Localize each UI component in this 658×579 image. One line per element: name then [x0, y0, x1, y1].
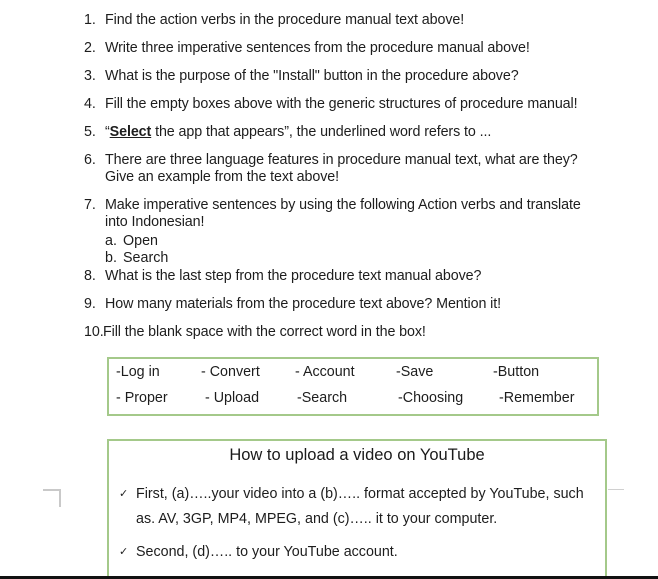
question-text: What is the last step from the procedure text manual above?: [105, 268, 482, 284]
question-number: 3.: [84, 68, 96, 84]
word-option: - Upload: [205, 390, 260, 406]
question-text: What is the purpose of the "Install" button in the procedure above?: [105, 68, 519, 84]
question-text: Find the action verbs in the procedure manual text above!: [105, 12, 465, 28]
word-option: -Button: [493, 364, 540, 380]
question-number: 8.: [84, 268, 96, 284]
word-bank-box: [107, 357, 599, 416]
question-line: There are three language features in procedure manual text, what are they?: [105, 152, 578, 168]
page-corner-mark: [43, 489, 61, 507]
bullet-text: [136, 482, 584, 532]
question-text: Write three imperative sentences from the procedure manual above!: [105, 40, 530, 56]
question-number: 6.: [84, 152, 96, 168]
sub-item-text: Open: [123, 233, 158, 249]
word-option: -Remember: [499, 390, 575, 406]
question-number: 10.: [84, 324, 104, 340]
question-text: Fill the blank space with the correct word in the box!: [103, 324, 426, 340]
bullet-text: [136, 540, 398, 565]
word-option: -Choosing: [398, 390, 464, 406]
question-text: [105, 124, 491, 141]
question-line: Give an example from the text above!: [105, 169, 340, 185]
word-option: - Convert: [201, 364, 260, 380]
bullet-line: Second, (d)….. to your YouTube account.: [136, 544, 398, 560]
question-number: 2.: [84, 40, 96, 56]
question-text: Fill the empty boxes above with the generic structures of procedure manual!: [105, 96, 578, 112]
word-option: -Search: [297, 390, 348, 406]
word-option: -Save: [396, 364, 434, 380]
article-title: How to upload a video on YouTube: [229, 446, 485, 464]
question-text: How many materials from the procedure text above? Mention it!: [105, 296, 501, 312]
underlined-word: Select: [109, 124, 152, 140]
question-line: into Indonesian!: [105, 214, 205, 230]
checkmark-icon: ✓: [119, 546, 129, 558]
bullet-line: First, (a)…..your video into a (b)….. format accepted by YouTube, such: [136, 486, 584, 502]
sub-item-text: Search: [123, 250, 169, 266]
sub-item-letter: a.: [105, 233, 117, 249]
word-option: - Account: [295, 364, 355, 380]
open-quote: “: [105, 124, 110, 140]
question-text: [105, 197, 581, 231]
page-margin-mark: [608, 489, 624, 490]
word-option: - Proper: [116, 390, 168, 406]
question-number: 9.: [84, 296, 96, 312]
question-line: Make imperative sentences by using the following Action verbs and translate: [105, 197, 581, 213]
question-number: 5.: [84, 124, 96, 140]
sub-item-letter: b.: [105, 250, 117, 266]
question-text: [105, 152, 578, 186]
word-option: -Log in: [116, 364, 160, 380]
question-number: 4.: [84, 96, 96, 112]
question-number: 7.: [84, 197, 96, 213]
question-text-rest: the app that appears”, the underlined word refers to ...: [151, 124, 492, 140]
checkmark-icon: ✓: [119, 488, 129, 500]
question-number: 1.: [84, 12, 96, 28]
article-box: [107, 439, 607, 579]
bullet-line: as. AV, 3GP, MP4, MPEG, and (c)….. it to your computer.: [136, 511, 498, 527]
